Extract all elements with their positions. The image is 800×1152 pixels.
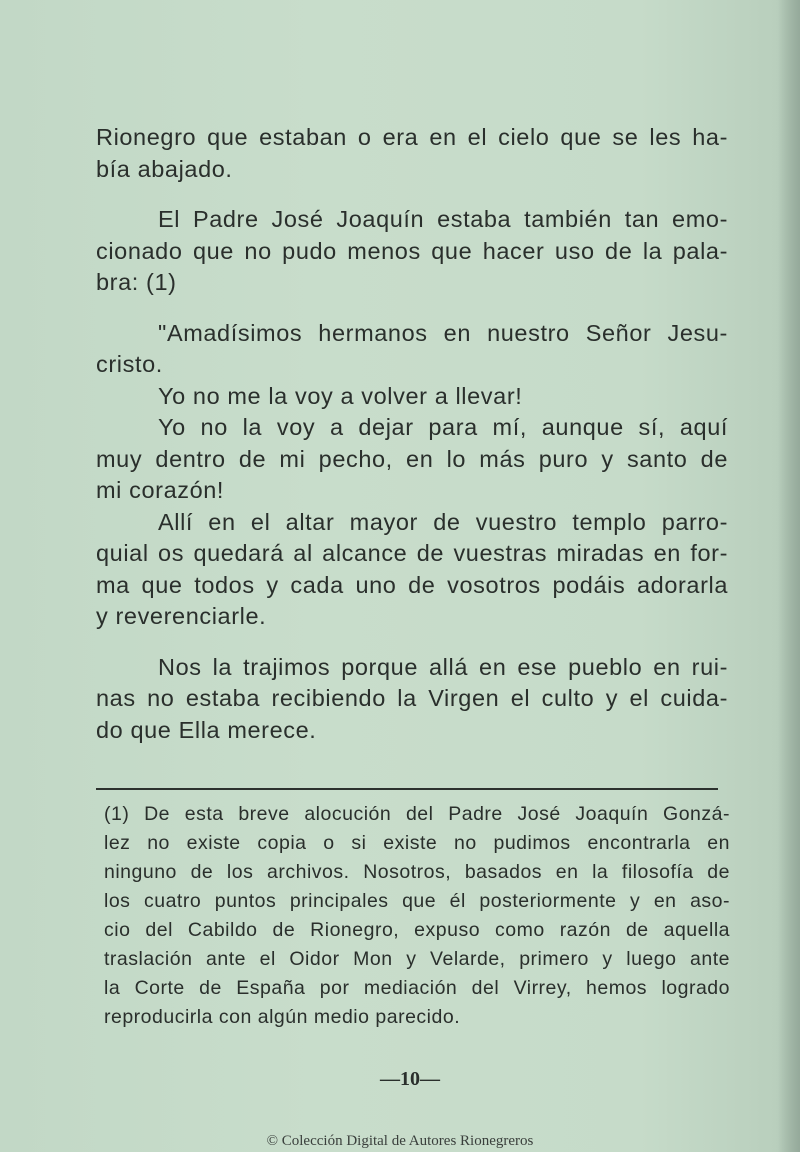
- footnote-line: (1) De esta breve alocución del Padre José Joaquín Gonzá-: [104, 803, 730, 825]
- text-line: muy dentro de mi pecho, en lo más puro y santo de: [96, 445, 728, 472]
- text-line: mi corazón!: [96, 477, 225, 503]
- paragraph-4: [96, 381, 728, 413]
- text-line: bía abajado.: [96, 155, 233, 182]
- text-line: ma que todos y cada uno de vosotros podáis adorarla: [96, 571, 728, 598]
- text-line: Yo no la voy a dejar para mí, aunque sí, aquí: [158, 414, 728, 440]
- paragraph-7: [96, 652, 728, 747]
- footnote-line: reproducirla con algún medio parecido.: [104, 1006, 461, 1028]
- text-line: cionado que no pudo menos que hacer uso de la pala-: [96, 237, 728, 264]
- footnote-line: traslación ante el Oidor Mon y Velarde, primero y luego ante: [104, 948, 730, 970]
- page-number: —10—: [380, 1068, 440, 1090]
- paragraph-3: [96, 318, 728, 381]
- text-line: y reverenciarle.: [96, 603, 267, 629]
- text-line: Rionegro que estaban o era en el cielo que se les ha-: [96, 124, 728, 150]
- text-line: Allí en el altar mayor de vuestro templo parro-: [158, 508, 728, 535]
- footnote-divider: [96, 788, 718, 790]
- text-line: "Amadísimos hermanos en nuestro Señor Jesu-: [158, 319, 728, 346]
- paragraph-2: [96, 204, 728, 299]
- text-line: cristo.: [96, 351, 163, 377]
- footnote-line: lez no existe copia o si existe no pudimos encontrarla en: [104, 832, 730, 854]
- paragraph-1: [96, 122, 728, 185]
- text-line: Yo no me la voy a volver a llevar!: [158, 382, 523, 409]
- footnote-line: la Corte de España por mediación del Virrey, hemos logrado: [104, 977, 730, 999]
- main-text: [96, 122, 728, 746]
- text-line: bra: (1): [96, 269, 177, 295]
- footnote-line: los cuatro puntos principales que él posteriormente y en aso-: [104, 890, 730, 912]
- text-line: quial os quedará al alcance de vuestras miradas en for-: [96, 540, 728, 566]
- paragraph-5: [96, 412, 728, 507]
- text-line: nas no estaba recibiendo la Virgen el culto y el cuida-: [96, 685, 728, 711]
- copyright-credit: © Colección Digital de Autores Rionegreros: [266, 1133, 534, 1149]
- page-edge-shadow: [778, 0, 800, 1152]
- text-line: do que Ella merece.: [96, 716, 317, 743]
- text-line: El Padre José Joaquín estaba también tan emo-: [158, 206, 728, 232]
- footnote-line: cio del Cabildo de Rionegro, expuso como razón de aquella: [104, 919, 730, 941]
- footnote-line: ninguno de los archivos. Nosotros, basados en la filosofía de: [104, 861, 730, 883]
- footnote: [104, 800, 730, 1032]
- text-line: Nos la trajimos porque allá en ese pueblo en rui-: [158, 653, 728, 680]
- paragraph-6: [96, 507, 728, 633]
